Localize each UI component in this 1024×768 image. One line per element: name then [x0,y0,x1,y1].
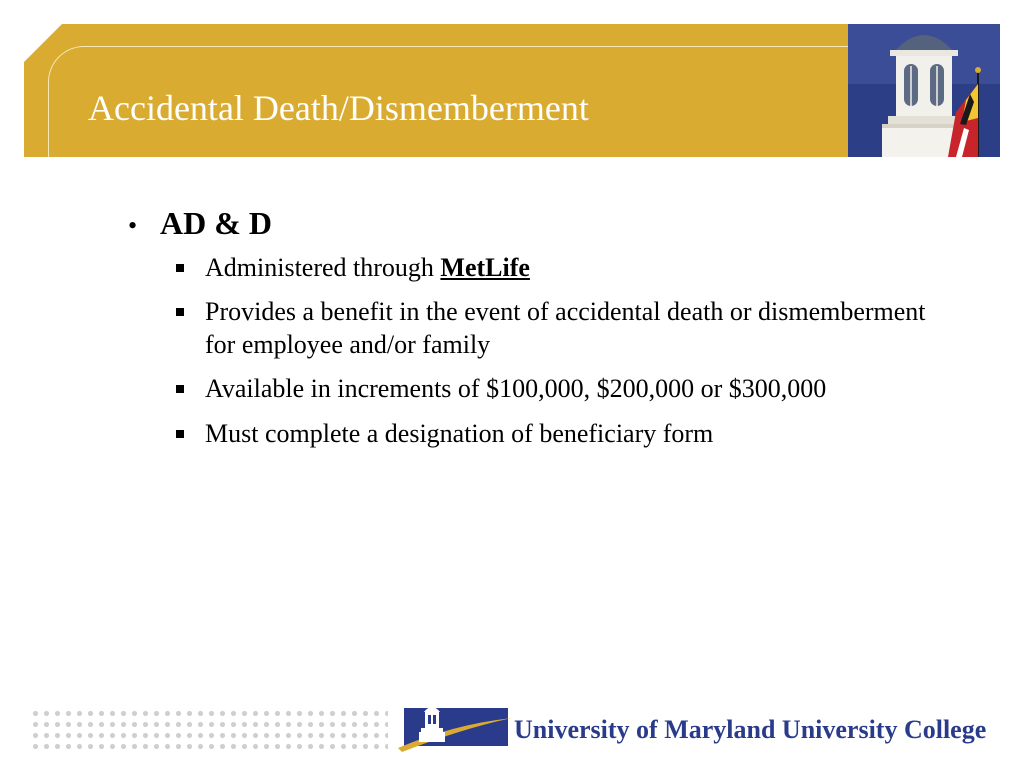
sub-bullet-text: Provides a benefit in the event of accidental death or dismemberment for employee and/or family [205,297,926,359]
dome-logo-icon [404,708,508,746]
sub-bullet-text: Administered through [205,252,441,282]
bullet-dot-icon: • [128,211,138,240]
sub-bullet-text: Available in increments of $100,000, $200,000 or $300,000 [205,374,827,404]
logo-mark [394,694,518,754]
square-bullet-icon [176,308,184,316]
square-bullet-icon [176,385,184,393]
square-bullet-icon [176,264,184,272]
sub-bullet-list [176,252,946,451]
main-bullet-text: AD & D [160,205,272,241]
sub-bullet-item [176,373,946,406]
header-photo-cupola [848,24,1000,157]
main-bullet [126,205,946,242]
cupola-image [848,24,1000,157]
square-bullet-icon [176,430,184,438]
footer-dot-pattern [30,708,388,750]
metlife-link[interactable]: MetLife [440,252,530,282]
slide-content [126,205,946,462]
sub-bullet-item [176,296,946,361]
sub-bullet-item [176,252,946,285]
sub-bullet-text: Must complete a designation of beneficiary form [205,418,714,448]
slide-title: Accidental Death/Dismemberment [88,88,589,128]
institution-name: University of Maryland University College [514,715,987,744]
sub-bullet-item [176,418,946,451]
